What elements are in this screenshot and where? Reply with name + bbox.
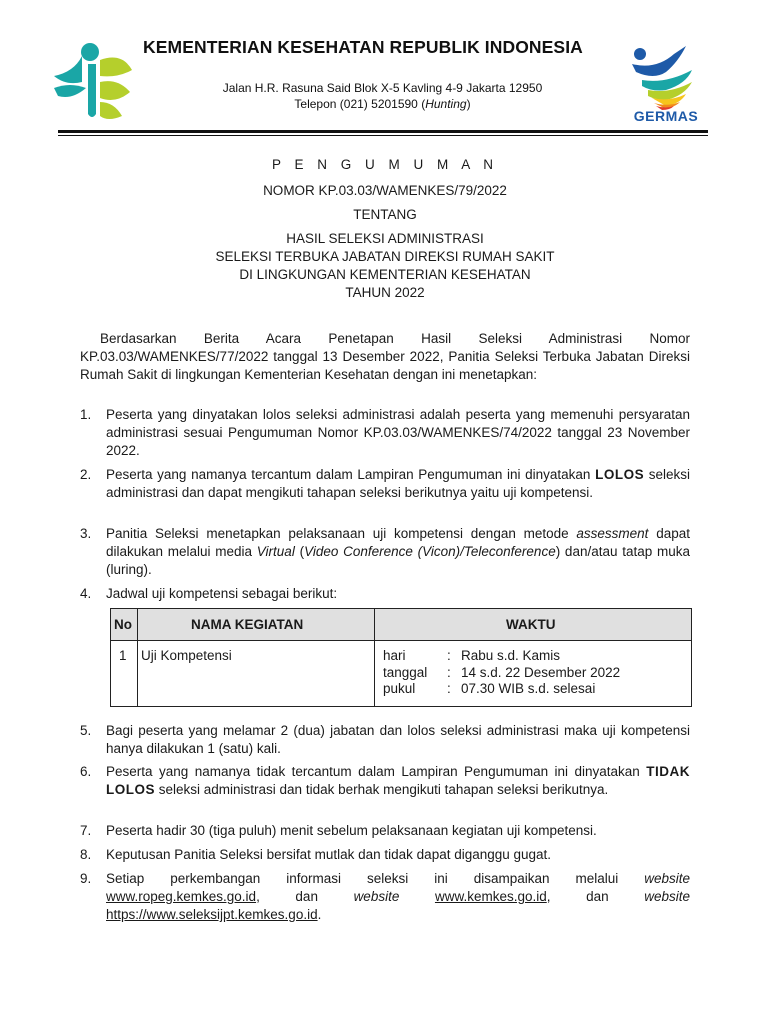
time-label: pukul bbox=[383, 681, 416, 696]
list-item-3 bbox=[80, 525, 690, 579]
intro-paragraph: Berdasarkan Berita Acara Penetapan Hasil Seleksi Administrasi Nomor KP.03.03/WAMENKES/77/2022 tanggal 13 Desember 2022, Panitia Seleksi Terbuka Jabatan Direksi Rumah Sakit di lingkungan Kementerian Kesehatan dengan ini menetapkan: bbox=[80, 331, 690, 382]
italic-term: website bbox=[644, 871, 690, 886]
title-line-3: DI LINGKUNGAN KEMENTERIAN KESEHATAN bbox=[239, 267, 531, 282]
list-item-9 bbox=[80, 870, 690, 924]
item-number: 7. bbox=[80, 823, 92, 838]
italic-term: Video Conference (Vicon)/Teleconference bbox=[304, 544, 556, 559]
item-text: Bagi peserta yang melamar 2 (dua) jabatan dan lolos seleksi administrasi maka uji kompetensi hanya dilakukan 1 (satu) kali. bbox=[106, 723, 690, 756]
title-line-4: TAHUN 2022 bbox=[345, 285, 425, 300]
item-text bbox=[106, 870, 690, 924]
link-ropeg[interactable]: www.ropeg.kemkes.go.id bbox=[106, 889, 257, 904]
org-address bbox=[140, 80, 625, 112]
time-row-day bbox=[383, 648, 683, 665]
day-sep: : bbox=[447, 648, 451, 663]
item-number: 4. bbox=[80, 586, 92, 601]
italic-term: website bbox=[644, 889, 691, 904]
announcement-title bbox=[60, 156, 710, 302]
italic-term: assessment bbox=[576, 526, 649, 541]
item-text-part: Peserta yang namanya tercantum dalam Lampiran Pengumuman ini dinyatakan bbox=[106, 467, 596, 482]
item-text-part: seleksi administrasi dan tidak berhak mengikuti tahapan seleksi berikutnya. bbox=[155, 782, 609, 797]
phone-prefix: Telepon (021) 5201590 ( bbox=[294, 97, 426, 111]
item-text-part: , dan bbox=[546, 889, 645, 904]
tidak-lolos-emphasis: TIDAK LOLOS bbox=[106, 764, 690, 797]
title-main: P E N G U M U M A N bbox=[271, 157, 499, 172]
list-item-6 bbox=[80, 763, 690, 799]
list-item-5 bbox=[80, 722, 690, 758]
list-item-7 bbox=[80, 822, 690, 840]
time-value: 07.30 WIB s.d. selesai bbox=[461, 681, 596, 696]
italic-term: Virtual bbox=[256, 544, 295, 559]
header-time: WAKTU bbox=[506, 617, 556, 632]
item-text: Peserta hadir 30 (tiga puluh) menit sebelum pelaksanaan kegiatan uji kompetensi. bbox=[106, 823, 597, 838]
item-text bbox=[106, 525, 690, 579]
date-value: 14 s.d. 22 Desember 2022 bbox=[461, 665, 621, 680]
row-no: 1 bbox=[119, 648, 127, 663]
phone-hunting: Hunting bbox=[425, 97, 467, 111]
item-text: Jadwal uji kompetensi sebagai berikut: bbox=[106, 586, 338, 601]
title-number: NOMOR KP.03.03/WAMENKES/79/2022 bbox=[263, 183, 507, 198]
time-row-hour bbox=[383, 681, 683, 698]
list-item-4 bbox=[80, 585, 690, 603]
date-label: tanggal bbox=[383, 665, 428, 680]
table-divider bbox=[374, 609, 375, 706]
item-number: 1. bbox=[80, 407, 92, 422]
item-number: 5. bbox=[80, 723, 92, 738]
link-seleksijpt[interactable]: https://www.seleksijpt.kemkes.go.id bbox=[106, 907, 318, 922]
item-text-part: ) dan/atau tatap muka (luring). bbox=[106, 544, 690, 577]
schedule-table bbox=[110, 608, 692, 707]
item-text-part: dapat dilakukan melalui media bbox=[106, 526, 690, 559]
item-number: 6. bbox=[80, 764, 92, 779]
item-text bbox=[106, 466, 690, 502]
header-activity: NAMA KEGIATAN bbox=[191, 617, 304, 632]
item-number: 2. bbox=[80, 467, 92, 482]
address-line: Jalan H.R. Rasuna Said Blok X-5 Kavling 4-9 Jakarta 12950 bbox=[222, 81, 543, 95]
item-text-part: . bbox=[317, 907, 322, 922]
italic-term: website bbox=[353, 889, 400, 904]
date-sep: : bbox=[447, 665, 451, 680]
phone-suffix: ) bbox=[466, 97, 471, 111]
letterhead-rule-thin bbox=[58, 135, 708, 136]
item-text-part: seleksi administrasi dan dapat mengikuti tahapan seleksi berikutnya yaitu uji kompetensi. bbox=[106, 467, 691, 500]
lolos-emphasis: LOLOS bbox=[595, 467, 645, 482]
item-text-part: Peserta yang namanya tidak tercantum dalam Lampiran Pengumuman ini dinyatakan bbox=[106, 764, 647, 779]
item-text: Peserta yang dinyatakan lolos seleksi administrasi adalah peserta yang memenuhi persyaratan administrasi sesuai Pengumuman Nomor KP.03.03/WAMENKES/74/2022 tanggal 23 November 2022. bbox=[106, 407, 690, 458]
item-number: 8. bbox=[80, 847, 92, 862]
item-text-part bbox=[399, 889, 435, 904]
list-item-8 bbox=[80, 846, 690, 864]
org-name: KEMENTERIAN KESEHATAN REPUBLIK INDONESIA bbox=[143, 37, 583, 57]
title-line-2: SELEKSI TERBUKA JABATAN DIREKSI RUMAH SAKIT bbox=[215, 249, 555, 264]
item-text bbox=[106, 763, 690, 799]
item-number: 3. bbox=[80, 526, 92, 541]
link-kemkes[interactable]: www.kemkes.go.id bbox=[434, 889, 547, 904]
kemenkes-logo-icon bbox=[52, 42, 134, 124]
germas-label: GERMAS bbox=[633, 108, 699, 124]
table-divider bbox=[137, 609, 138, 706]
time-sep: : bbox=[447, 681, 451, 696]
title-about: TENTANG bbox=[353, 207, 417, 222]
time-row-date bbox=[383, 665, 683, 682]
day-value: Rabu s.d. Kamis bbox=[461, 648, 561, 663]
list-item-2 bbox=[80, 466, 690, 502]
letterhead-rule bbox=[58, 130, 708, 133]
item-text: Keputusan Panitia Seleksi bersifat mutlak dan tidak dapat diganggu gugat. bbox=[106, 847, 552, 862]
header-no: No bbox=[114, 617, 132, 632]
day-label: hari bbox=[383, 648, 406, 663]
item-text-part: ( bbox=[294, 544, 305, 559]
item-text-part: Panitia Seleksi menetapkan pelaksanaan uji kompetensi dengan metode bbox=[106, 526, 577, 541]
row-activity: Uji Kompetensi bbox=[141, 648, 232, 663]
item-text-part: , dan bbox=[256, 889, 354, 904]
item-number: 9. bbox=[80, 871, 92, 886]
item-text-part: Setiap perkembangan informasi seleksi ini disampaikan melalui bbox=[106, 871, 645, 886]
phone-line bbox=[140, 96, 625, 112]
list-item-1 bbox=[80, 406, 690, 460]
title-line-1: HASIL SELEKSI ADMINISTRASI bbox=[286, 231, 484, 246]
